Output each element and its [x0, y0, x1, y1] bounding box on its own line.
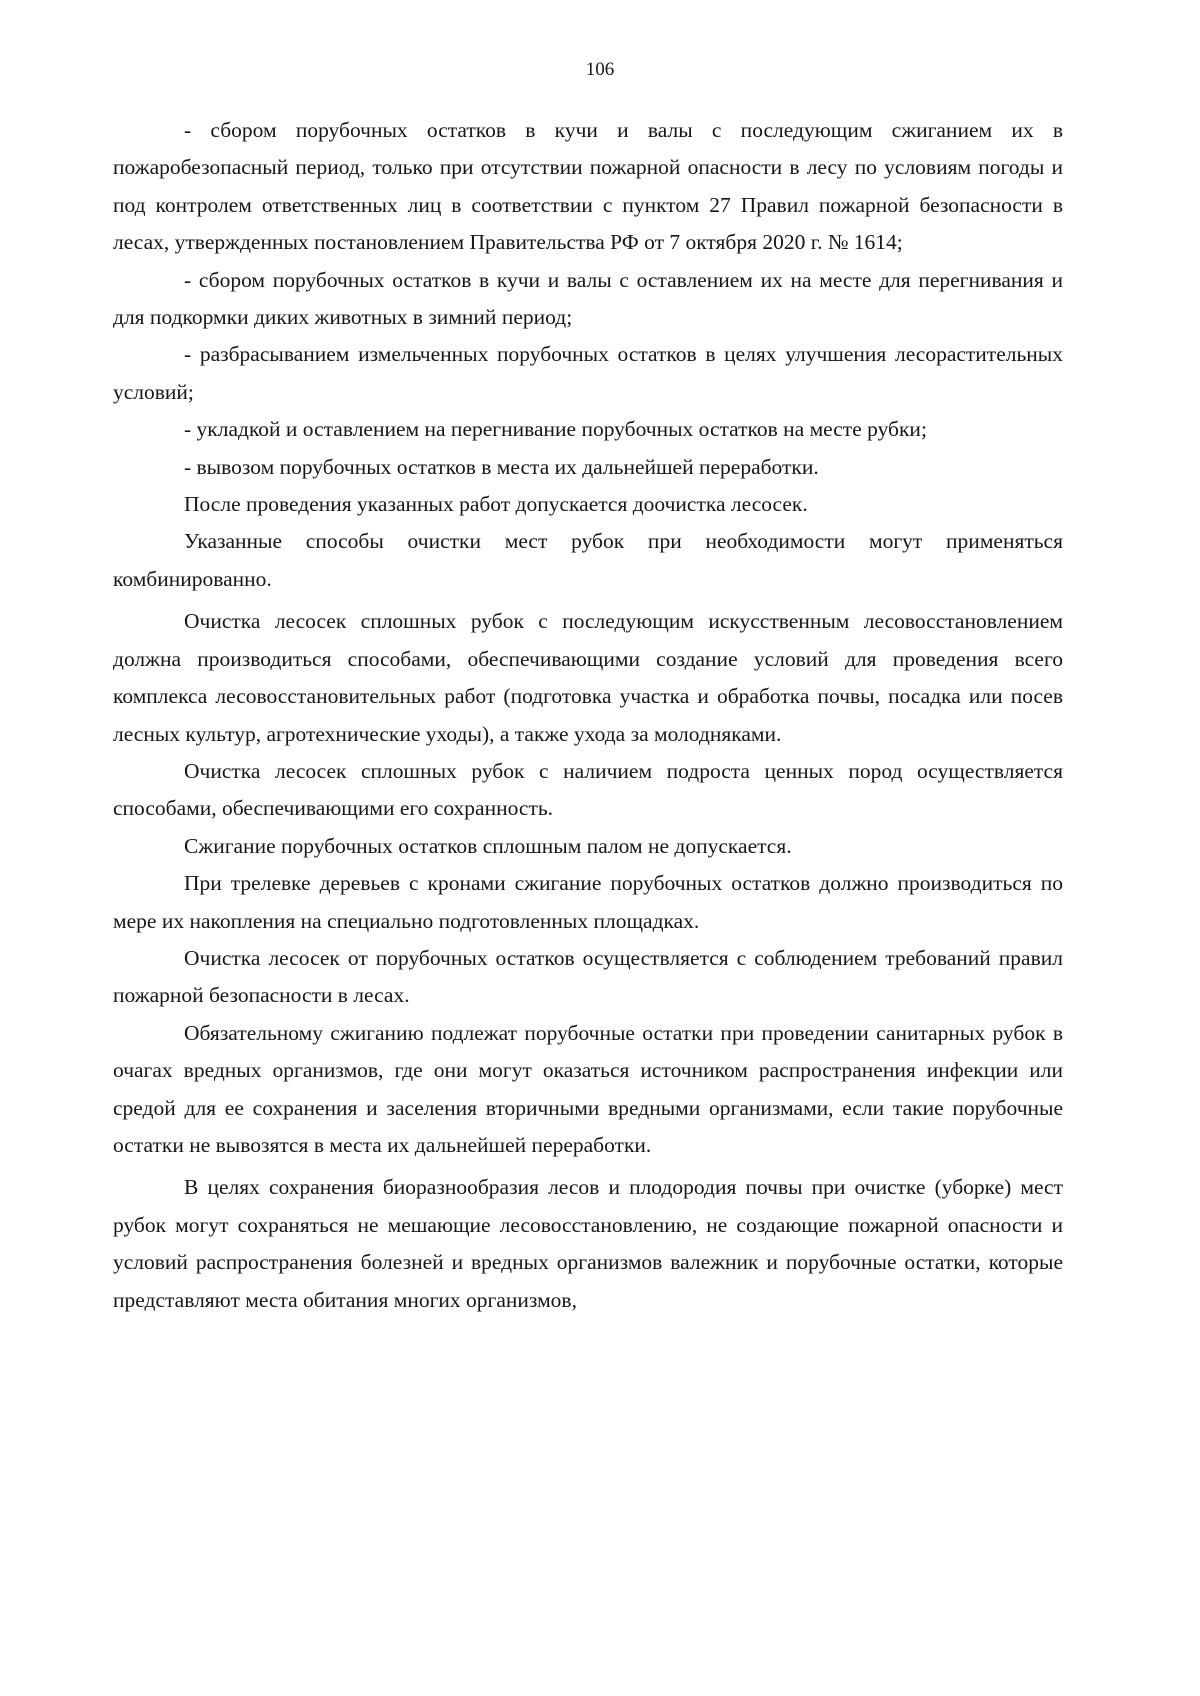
paragraph-11: При трелевке деревьев с кронами сжигание порубочных остатков должно производиться по мере их накопления на специально подготовленных площадках.: [113, 871, 1063, 933]
paragraph-4: - укладкой и оставлением на перегнивание порубочных остатков на месте рубки;: [184, 417, 927, 442]
paragraph-3: - разбрасыванием измельченных порубочных остатков в целях улучшения лесорастительных условий;: [113, 342, 1063, 404]
paragraph-12: Очистка лесосек от порубочных остатков осуществляется с соблюдением требований правил пожарной безопасности в лесах.: [113, 945, 1063, 1008]
document-body: [113, 112, 1063, 1319]
paragraph-6: После проведения указанных работ допускается доочистка лесосек.: [184, 492, 808, 517]
paragraph-13: Обязательному сжиганию подлежат порубочные остатки при проведении санитарных рубок в очагах вредных организмов, где они могут оказаться источником распространения инфекции или средой для ее сохранения и заселения вторичными вредными организмами, если такие порубочные остатки не вывозятся в места их дальнейшей переработки.: [113, 1020, 1063, 1157]
paragraph-8: Очистка лесосек сплошных рубок с последующим искусственным лесовосстановлением должна производиться способами, обеспечивающими создание условий для проведения всего комплекса лесовосстановительных работ (подготовка участка и обработка почвы, посадка или посев лесных культур, агротехнические уходы), а также ухода за молодняками.: [113, 609, 1063, 746]
paragraph-9: Очистка лесосек сплошных рубок с наличием подроста ценных пород осуществляется способами, обеспечивающими его сохранность.: [113, 758, 1063, 821]
paragraph-14: В целях сохранения биоразнообразия лесов и плодородия почвы при очистке (уборке) мест рубок могут сохраняться не мешающие лесовосстановлению, не создающие пожарной опасности и условий распространения болезней и вредных организмов валежник и порубочные остатки, которые представляют места обитания многих организмов,: [113, 1175, 1063, 1312]
paragraph-1: - сбором порубочных остатков в кучи и валы с последующим сжиганием их в пожаробезопасный период, только при отсутствии пожарной опасности в лесу по условиям погоды и под контролем ответственных лиц в соответствии с пунктом 27 Правил пожарной безопасности в лесах, утвержденных постановлением Правительства РФ от 7 октября 2020 г. № 1614;: [113, 118, 1063, 255]
paragraph-7: Указанные способы очистки мест рубок при необходимости могут применяться комбинированно.: [113, 529, 1063, 591]
paragraph-5: - вывозом порубочных остатков в места их дальнейшей переработки.: [184, 454, 819, 479]
page-number: 106: [585, 59, 615, 80]
paragraph-2: - сбором порубочных остатков в кучи и валы с оставлением их на месте для перегнивания и для подкормки диких животных в зимний период;: [113, 267, 1063, 330]
paragraph-10: Сжигание порубочных остатков сплошным палом не допускается.: [184, 833, 792, 858]
